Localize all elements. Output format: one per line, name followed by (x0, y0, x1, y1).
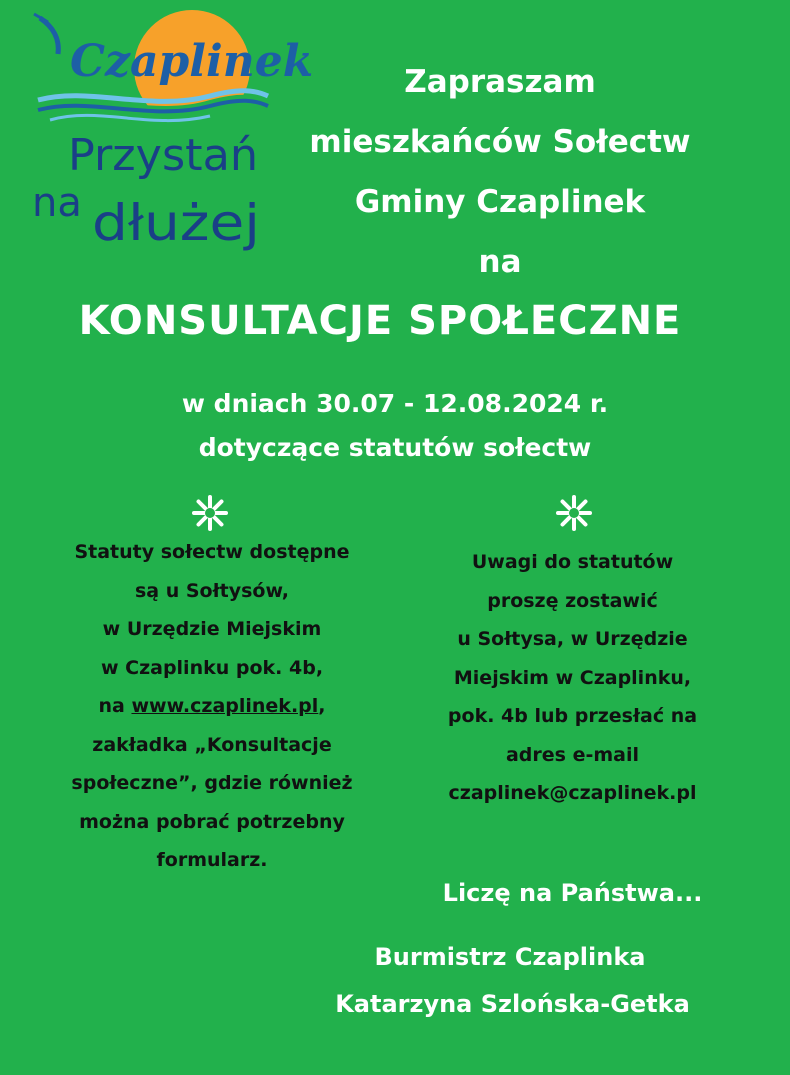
logo-slogan-na: na (32, 180, 82, 226)
consultation-dates (0, 382, 790, 470)
left-line: społeczne”, gdzie również (71, 772, 353, 794)
right-info-column (400, 543, 745, 813)
closing-text: Liczę na Państwa... (442, 879, 703, 907)
right-line: proszę zostawić (487, 589, 658, 612)
left-line: zakładka „Konsultacje (92, 733, 332, 756)
dates-line-1: w dniach 30.07 - 12.08.2024 r. (181, 389, 609, 418)
signature-name: Katarzyna Szlońska-Getka (335, 990, 690, 1018)
logo-slogan-line1: Przystań (68, 130, 258, 181)
asterisk-flower-icon (554, 493, 594, 533)
asterisk-flower-icon (190, 493, 230, 533)
logo-slogan-line2: dłużej (92, 194, 260, 252)
invitation-text (272, 52, 728, 292)
invite-line-3: Gminy Czaplinek (354, 184, 646, 220)
email-address[interactable]: czaplinek@czaplinek.pl (448, 782, 697, 804)
right-line: Uwagi do statutów (471, 551, 674, 573)
right-line: Miejskim w Czaplinku, (453, 666, 692, 689)
signature-role: Burmistrz Czaplinka (374, 943, 646, 971)
invite-line-1: Zapraszam (404, 64, 596, 100)
left-line: w Czaplinku pok. 4b, (100, 656, 324, 679)
left-line-website (0, 687, 424, 726)
left-info-column (0, 533, 424, 880)
left-line: formularz. (156, 849, 268, 871)
invite-line-2: mieszkańców Sołectw (309, 124, 691, 160)
left-line: w Urzędzie Miejskim (102, 618, 322, 640)
left-line: są u Sołtysów, (134, 579, 290, 602)
website-link[interactable]: www.czaplinek.pl (131, 695, 319, 717)
left-line-suffix: , (318, 695, 326, 717)
right-line: u Sołtysa, w Urzędzie (457, 628, 688, 650)
right-line: adres e-mail (505, 743, 640, 766)
left-line: Statuty sołectw dostępne (74, 541, 350, 563)
logo-graphic (30, 8, 314, 258)
right-line: pok. 4b lub przesłać na (447, 705, 698, 727)
logo-brand-text: Czaplinek (70, 36, 314, 87)
invite-line-4: na (478, 244, 522, 280)
left-line-prefix: na (98, 695, 132, 717)
main-headline: KONSULTACJE SPOŁECZNE (78, 298, 682, 344)
left-line: można pobrać potrzebny (79, 810, 345, 833)
dates-line-2: dotyczące statutów sołectw (198, 433, 592, 462)
czaplinek-logo (30, 8, 314, 258)
